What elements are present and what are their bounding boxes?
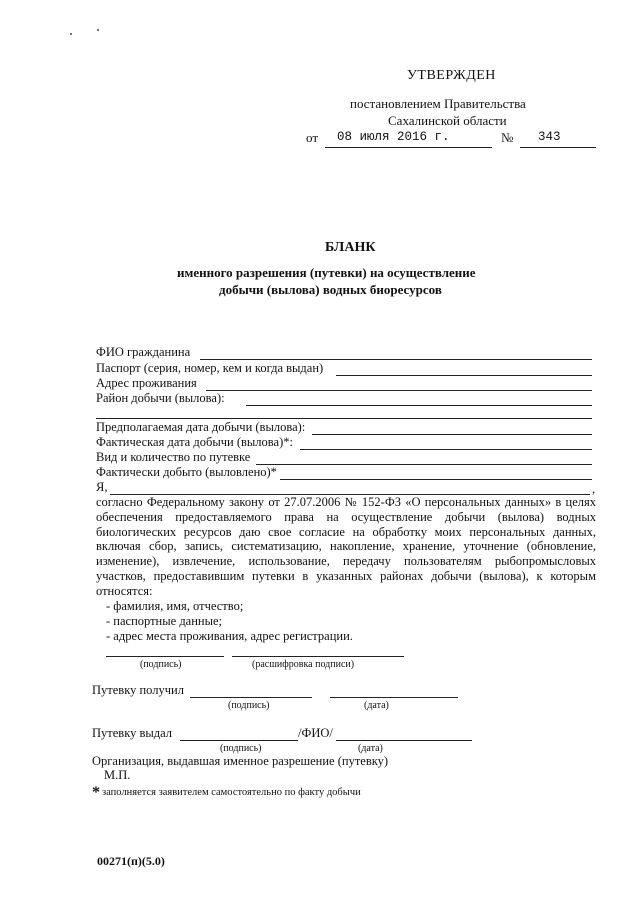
region-label: Район добычи (вылова): <box>96 391 225 405</box>
issued-label: Путевку выдал <box>92 726 173 740</box>
region-line[interactable] <box>246 405 592 406</box>
approval-date: 08 июля 2016 г. <box>337 130 450 144</box>
form-code: 00271(п)(5.0) <box>97 854 165 868</box>
blank-title: БЛАНК <box>325 240 376 255</box>
received-podpis-caption: (подпись) <box>228 700 270 711</box>
kind-qty-line[interactable] <box>256 464 592 465</box>
blank-subtitle-2: добычи (вылова) водных биоресурсов <box>219 282 442 297</box>
issued-date-caption: (дата) <box>358 743 383 754</box>
issued-fio-line[interactable] <box>336 740 472 741</box>
approval-date-line <box>325 147 492 148</box>
kind-qty-label: Вид и количество по путевке <box>96 450 251 464</box>
actual-date-line[interactable] <box>300 449 592 450</box>
actual-caught-label: Фактически добыто (выловлено)* <box>96 465 277 479</box>
received-date-line[interactable] <box>330 697 458 698</box>
issued-fio-label: /ФИО/ <box>298 726 333 740</box>
consent-item-1: - фамилия, имя, отчество; <box>106 599 244 613</box>
received-date-caption: (дата) <box>364 700 389 711</box>
footnote-text: заполняется заявителем самостоятельно по факту добычи <box>102 787 361 798</box>
consent-item-3: - адрес места проживания, адрес регистрации. <box>106 629 353 643</box>
passport-label: Паспорт (серия, номер, кем и когда выдан) <box>96 361 324 375</box>
ya-label: Я, <box>96 480 108 494</box>
approval-line1: постановлением Правительства <box>350 96 526 111</box>
planned-date-label: Предполагаемая дата добычи (вылова): <box>96 420 306 434</box>
approval-number-label: № <box>501 130 514 145</box>
actual-caught-line[interactable] <box>280 479 592 480</box>
received-label: Путевку получил <box>92 683 184 697</box>
consent-signature-line[interactable] <box>106 656 224 657</box>
consent-text: согласно Федеральному закону от 27.07.2006 № 152-ФЗ «О персональных данных» в целях обеспечения предоставляемого права на осуществление добычи (вылова) водных биологических ресурсов даю свое согласие на обработку моих персональных данных, включая сбор, запись, систематизацию, накопление, хранение, уточнение (обновление, изменение), извлечение, использование, передачу пользователям рыбопромысловых участков, предоставившим путевки в указанных районах добычи (вылова), к которым относятся: <box>96 495 596 598</box>
fio-label: ФИО гражданина <box>96 345 191 359</box>
blank-subtitle-1: именного разрешения (путевки) на осуществление <box>177 265 476 280</box>
approval-from-label: от <box>306 130 319 145</box>
org-mp: М.П. <box>104 768 131 782</box>
scan-speck <box>70 33 72 35</box>
fio-line[interactable] <box>200 359 592 360</box>
footnote-star: * <box>92 784 100 801</box>
received-signature-line[interactable] <box>190 697 312 698</box>
consent-item-2: - паспортные данные; <box>106 614 223 628</box>
address-label: Адрес проживания <box>96 376 197 390</box>
planned-date-line[interactable] <box>312 434 592 435</box>
approval-title: УТВЕРЖДЕН <box>407 68 496 83</box>
consent-podpis-caption: (подпись) <box>140 659 182 670</box>
approval-number: 343 <box>538 130 561 144</box>
actual-date-label: Фактическая дата добычи (вылова)*: <box>96 435 293 449</box>
org-label: Организация, выдавшая именное разрешение (путевку) <box>92 754 389 768</box>
region-line-2[interactable] <box>96 418 592 419</box>
consent-rasshifrovka-caption: (расшифровка подписи) <box>252 659 355 670</box>
approval-line2: Сахалинской области <box>388 113 507 128</box>
issued-podpis-caption: (подпись) <box>220 743 262 754</box>
passport-line[interactable] <box>336 375 592 376</box>
approval-number-line <box>520 147 596 148</box>
ya-comma: , <box>592 482 596 496</box>
issued-signature-line[interactable] <box>180 740 298 741</box>
address-line[interactable] <box>206 390 592 391</box>
consent-rasshifrovka-line[interactable] <box>232 656 404 657</box>
scan-speck <box>97 29 99 31</box>
